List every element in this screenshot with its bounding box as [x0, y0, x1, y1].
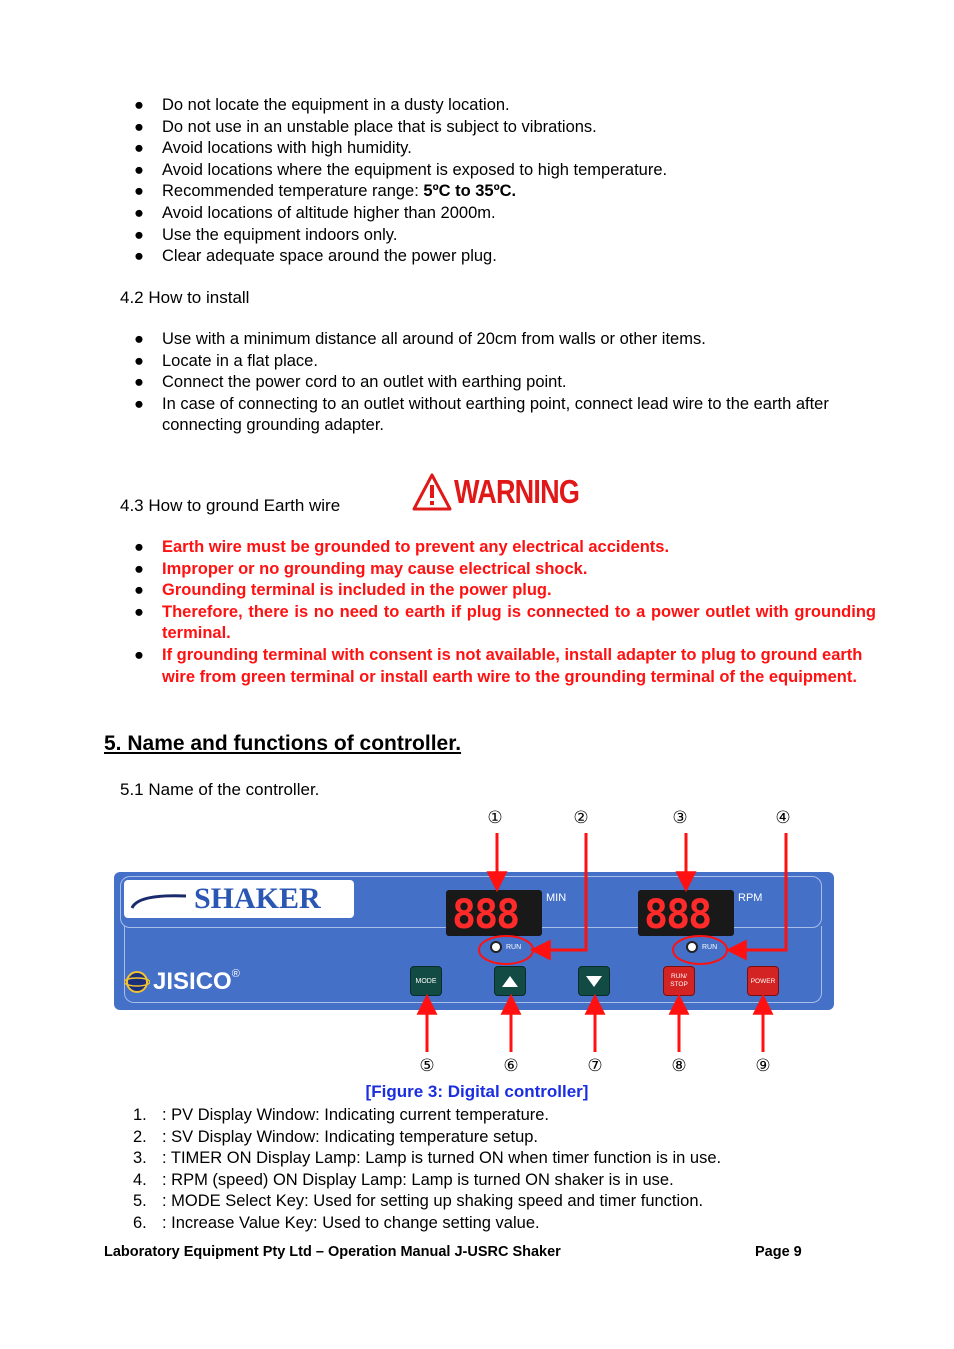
warning-triangle-icon — [412, 473, 452, 511]
maker-name: JISICO — [153, 968, 232, 995]
list-item: 6. : Increase Value Key: Used to change setting value. — [133, 1213, 540, 1232]
install-list — [0, 329, 954, 437]
list-item: ● Locate in a flat place. — [134, 351, 318, 370]
section-5-heading: 5. Name and functions of controller. — [104, 732, 462, 755]
pv-display-digits: 888 — [452, 892, 519, 938]
arrow-2 — [534, 833, 586, 950]
callout-6: ⑥ — [503, 1056, 519, 1075]
registered-mark: ® — [231, 968, 240, 980]
unit-rpm-label: RPM — [738, 892, 763, 904]
brand-name: SHAKER — [194, 882, 321, 915]
controller-figure — [0, 800, 954, 1085]
footer-title: Laboratory Equipment Pty Ltd – Operation Manual J-USRC Shaker — [104, 1244, 561, 1260]
temperature-range: 5ºC to 35ºC. — [423, 182, 517, 201]
list-item: ● Avoid locations with high humidity. — [134, 139, 412, 158]
run-stop-key[interactable]: RUN/ STOP — [663, 966, 695, 996]
sv-display-digits: 888 — [644, 892, 711, 938]
list-item: ● Clear adequate space around the power plug. — [134, 247, 497, 266]
list-item: 2. : SV Display Window: Indicating temperature setup. — [133, 1127, 539, 1146]
callout-5: ⑤ — [419, 1056, 435, 1075]
lamp-highlight-2 — [673, 936, 727, 964]
section-5-1-heading: 5.1 Name of the controller. — [120, 780, 320, 799]
environment-list — [0, 95, 954, 268]
function-list — [0, 1105, 954, 1235]
list-item: ● In case of connecting to an outlet without earthing point, connect lead wire to the earth after connecting grounding adapter. — [134, 394, 829, 435]
callout-7: ⑦ — [587, 1056, 603, 1075]
list-item: ● Do not use in an unstable place that is subject to vibrations. — [134, 117, 597, 136]
page-number: Page 9 — [755, 1244, 802, 1260]
list-item: ● Earth wire must be grounded to prevent any electrical accidents. — [134, 538, 670, 556]
lamp-highlight-1 — [479, 936, 533, 964]
list-item: ● Improper or no grounding may cause electrical shock. — [134, 559, 588, 578]
callout-9: ⑨ — [755, 1056, 771, 1075]
arrow-4 — [730, 833, 786, 950]
timer-lamp: RUN — [490, 941, 521, 953]
unit-min-label: MIN — [546, 892, 567, 904]
list-item: 5. : MODE Select Key: Used for setting up shaking speed and timer function. — [133, 1192, 704, 1211]
list-item: ● Do not locate the equipment in a dusty location. — [134, 96, 510, 114]
list-item: 1. : PV Display Window: Indicating current temperature. — [133, 1106, 550, 1124]
list-item: ● Recommended temperature range: 5ºC to 35ºC. — [134, 182, 517, 201]
list-item: ● Connect the power cord to an outlet with earthing point. — [134, 373, 567, 392]
section-4-2-heading: 4.2 How to install — [120, 288, 250, 307]
list-item: ● Use the equipment indoors only. — [134, 225, 398, 244]
warning-label: WARNING — [454, 473, 580, 510]
callout-4: ④ — [775, 808, 791, 827]
list-item: 3. : TIMER ON Display Lamp: Lamp is turned ON when timer function is in use. — [133, 1149, 722, 1168]
mode-key[interactable]: MODE — [410, 966, 442, 996]
callout-1: ① — [487, 808, 503, 827]
warning-sign — [412, 472, 607, 512]
list-item: ● Avoid locations of altitude higher than 2000m. — [134, 203, 496, 222]
power-key[interactable]: POWER — [747, 966, 779, 996]
callout-8: ⑧ — [671, 1056, 687, 1075]
callout-arrows — [0, 800, 954, 1085]
list-item: ● Therefore, there is no need to earth if plug is connected to a power outlet with grounding terminal. — [134, 602, 876, 643]
callout-3: ③ — [672, 808, 688, 827]
warning-list — [0, 537, 954, 688]
list-item: ● If grounding terminal with consent is not available, install adapter to plug to ground earth wire from green terminal or install earth wire to the grounding terminal of the equipment. — [134, 645, 863, 686]
list-item: ● Avoid locations where the equipment is exposed to high temperature. — [134, 160, 668, 179]
callout-2: ② — [573, 808, 589, 827]
list-item: ● Use with a minimum distance all around of 20cm from walls or other items. — [134, 330, 706, 348]
list-item: ● Grounding terminal is included in the power plug. — [134, 581, 552, 600]
rpm-lamp: RUN — [686, 941, 717, 953]
section-4-3-heading: 4.3 How to ground Earth wire — [120, 496, 341, 515]
list-item: 4. : RPM (speed) ON Display Lamp: Lamp is turned ON shaker is in use. — [133, 1170, 674, 1189]
figure-caption: [Figure 3: Digital controller] — [365, 1082, 589, 1101]
